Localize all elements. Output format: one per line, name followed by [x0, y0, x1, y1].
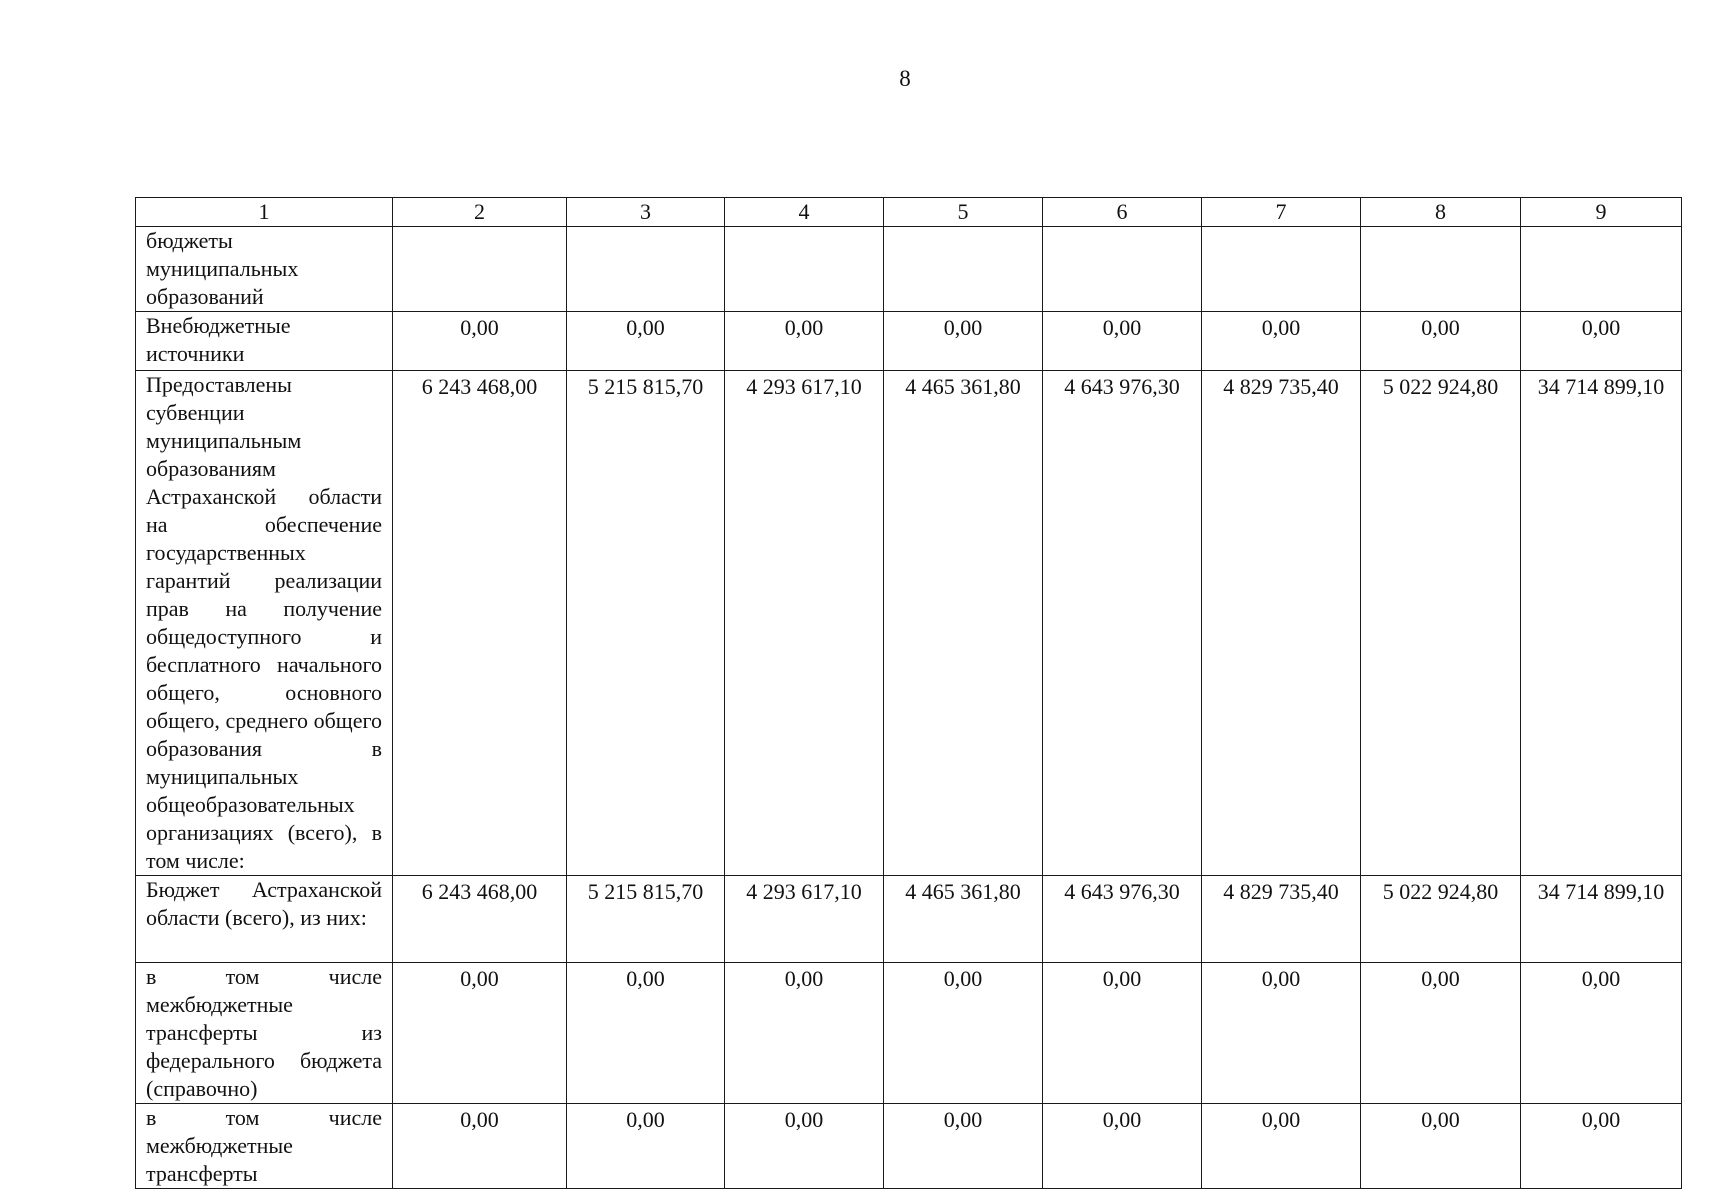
table-cell: 4 643 976,30 [1043, 876, 1202, 963]
table-cell: 0,00 [567, 963, 725, 1104]
table-cell: 0,00 [393, 1104, 567, 1189]
column-number: 2 [393, 198, 567, 227]
table-row [136, 227, 1682, 312]
column-number: 5 [884, 198, 1043, 227]
table-cell: 0,00 [567, 1104, 725, 1189]
table-cell: 4 829 735,40 [1202, 371, 1361, 876]
table-cell: 0,00 [1361, 312, 1521, 371]
table-row [136, 963, 1682, 1104]
column-number: 8 [1361, 198, 1521, 227]
column-number: 7 [1202, 198, 1361, 227]
table-cell [1361, 227, 1521, 312]
table-row [136, 876, 1682, 963]
table-cell: 0,00 [1521, 1104, 1682, 1189]
table-row [136, 371, 1682, 876]
table-cell [393, 227, 567, 312]
row-label: в том числе межбюджетные трансферты [136, 1104, 393, 1189]
table-cell: 0,00 [884, 1104, 1043, 1189]
table-cell: 0,00 [725, 963, 884, 1104]
table-cell: 0,00 [393, 963, 567, 1104]
table-cell: 4 829 735,40 [1202, 876, 1361, 963]
table-cell: 0,00 [1521, 963, 1682, 1104]
table-cell: 5 215 815,70 [567, 876, 725, 963]
table-cell: 34 714 899,10 [1521, 371, 1682, 876]
table-cell: 0,00 [1202, 963, 1361, 1104]
table-cell: 0,00 [884, 963, 1043, 1104]
column-number-row [136, 198, 1682, 227]
table-row [136, 1104, 1682, 1189]
table-cell: 0,00 [725, 312, 884, 371]
column-number: 3 [567, 198, 725, 227]
table-cell: 0,00 [1361, 963, 1521, 1104]
table-cell: 4 643 976,30 [1043, 371, 1202, 876]
table-cell [567, 227, 725, 312]
table-cell: 0,00 [1361, 1104, 1521, 1189]
table-cell: 4 465 361,80 [884, 371, 1043, 876]
column-number: 1 [136, 198, 393, 227]
row-label: в том числе межбюджетные трансферты из федерального бюджета (справочно) [136, 963, 393, 1104]
table-cell [1043, 227, 1202, 312]
table-cell [1521, 227, 1682, 312]
table-cell: 5 022 924,80 [1361, 876, 1521, 963]
column-number: 6 [1043, 198, 1202, 227]
row-label: Внебюджетные источники [136, 312, 393, 371]
table-cell: 0,00 [884, 312, 1043, 371]
table-cell: 0,00 [1043, 963, 1202, 1104]
table-cell: 4 293 617,10 [725, 876, 884, 963]
column-number: 9 [1521, 198, 1682, 227]
table-cell: 0,00 [567, 312, 725, 371]
table-cell: 6 243 468,00 [393, 371, 567, 876]
table-cell: 4 465 361,80 [884, 876, 1043, 963]
budget-table [135, 197, 1682, 1189]
table-cell: 6 243 468,00 [393, 876, 567, 963]
table-cell: 0,00 [1202, 312, 1361, 371]
table-cell: 0,00 [1043, 1104, 1202, 1189]
table-cell: 0,00 [393, 312, 567, 371]
row-label: Бюджет Астраханской области (всего), из них: [136, 876, 393, 963]
row-label: Предоставлены субвенции муниципальным образованиям Астраханской области на обеспечение государственных гарантий реализации прав на получение общедоступного и бесплатного начального общего, основного общего, среднего общего образования в муниципальных общеобразовательных организациях (всего), в том числе: [136, 371, 393, 876]
table-cell: 0,00 [725, 1104, 884, 1189]
table-row [136, 312, 1682, 371]
column-number: 4 [725, 198, 884, 227]
table-cell: 5 215 815,70 [567, 371, 725, 876]
row-label: бюджеты муниципальных образований [136, 227, 393, 312]
table-cell [725, 227, 884, 312]
table-cell: 5 022 924,80 [1361, 371, 1521, 876]
table-cell: 0,00 [1521, 312, 1682, 371]
table-cell: 4 293 617,10 [725, 371, 884, 876]
table-cell: 34 714 899,10 [1521, 876, 1682, 963]
table-cell: 0,00 [1202, 1104, 1361, 1189]
page-number: 8 [899, 66, 911, 91]
table-cell [1202, 227, 1361, 312]
table-cell [884, 227, 1043, 312]
table-cell: 0,00 [1043, 312, 1202, 371]
